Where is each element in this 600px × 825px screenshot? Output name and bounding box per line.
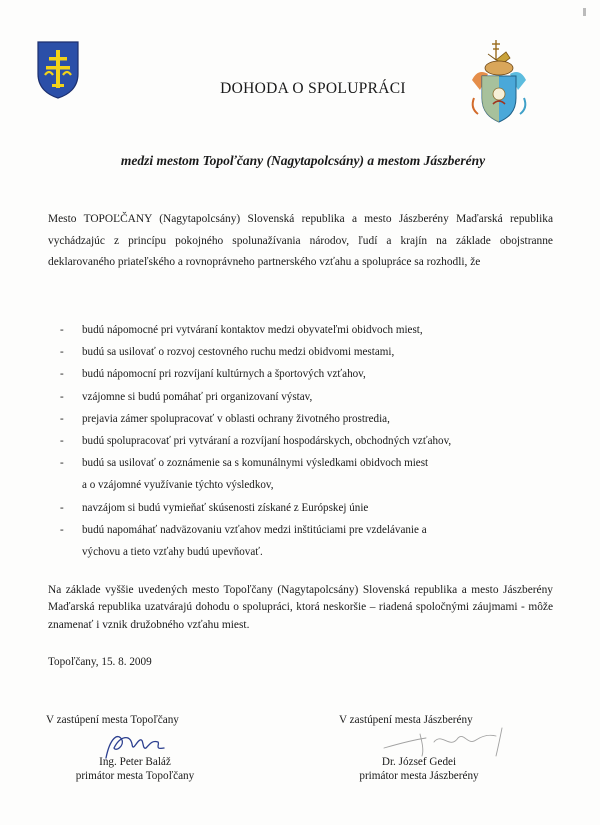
right-signatory-block <box>334 756 504 784</box>
right-handwritten-signature <box>378 724 518 760</box>
left-signatory-role: primátor mesta Topoľčany <box>75 769 195 782</box>
list-dash: - <box>60 457 64 470</box>
scan-edge-mark <box>583 8 586 16</box>
right-signatory-label: V zastúpení mesta Jászberény <box>339 714 473 726</box>
list-item-text: budú nápomocné pri vytváraní kontaktov medzi obyvateľmi obidvoch miest, <box>82 324 423 336</box>
list-item-text: budú sa usilovať o zoznámenie sa s komunálnymi výsledkami obidvoch miest <box>82 457 429 470</box>
list-item-text: budú nápomocní pri rozvíjaní kultúrnych a športových vzťahov, <box>82 368 366 381</box>
intro-paragraph: Mesto TOPOĽČANY (Nagytapolcsány) Slovenská republika a mesto Jászberény Maďarská republika vychádzajúc z princípu pokojného spolunažívania národov, ľudí a krajín na základe obojstranne deklarovaného priateľského a rovnoprávneho partnerského vzťahu a spolupráce sa rozhodli, že <box>48 213 553 269</box>
right-signatory-role: primátor mesta Jászberény <box>359 769 479 782</box>
list-item <box>60 452 555 496</box>
list-dash: - <box>60 412 64 425</box>
list-dash: - <box>60 523 64 536</box>
place-date: Topoľčany, 15. 8. 2009 <box>48 656 152 668</box>
left-signatory-block <box>40 756 230 784</box>
list-item <box>60 430 555 452</box>
list-item-text: vzájomne si budú pomáhať pri organizovaní výstav, <box>82 390 313 403</box>
left-signatory-label: V zastúpení mesta Topoľčany <box>46 714 179 726</box>
list-dash: - <box>60 435 64 448</box>
list-item <box>60 363 555 385</box>
list-dash: - <box>60 346 64 359</box>
list-item-continuation: výchovu a tieto vzťahy budú upevňovať. <box>82 546 263 559</box>
list-item-text: budú napomáhať nadväzovaniu vzťahov medzi inštitúciami pre vzdelávanie a <box>82 523 427 536</box>
list-dash: - <box>60 368 64 381</box>
commitments-list <box>60 319 555 563</box>
list-dash: - <box>60 501 64 514</box>
list-item-text: budú spolupracovať pri vytváraní a rozvíjaní hospodárskych, obchodných vzťahov, <box>82 435 452 448</box>
list-item <box>60 341 555 363</box>
list-item-text: navzájom si budú vymieňať skúsenosti získané z Európskej únie <box>82 501 369 514</box>
list-item-text: prejavia zámer spolupracovať v oblasti ochrany životného prostredia, <box>82 412 390 425</box>
list-item <box>60 519 555 563</box>
closing-paragraph: Na základe vyššie uvedených mesto Topoľčany (Nagytapolcsány) Slovenská republika a mesto Jászberény Maďarská republika uzatvárajú dohodu o spolupráci, ktorá neskoršie – riadená spoločnými záujmami - môže znamenať i vznik družobného vzťahu miest. <box>48 584 553 631</box>
document-title: DOHODA O SPOLUPRÁCI <box>220 80 406 97</box>
list-item-continuation: a o vzájomné využívanie týchto výsledkov, <box>82 479 274 492</box>
list-dash: - <box>60 390 64 403</box>
list-item-text: budú sa usilovať o rozvoj cestovného ruchu medzi obidvomi mestami, <box>82 346 395 359</box>
list-item <box>60 386 555 408</box>
right-signatory-name: Dr. József Gedei <box>381 756 457 768</box>
list-item <box>60 408 555 430</box>
document-subtitle: medzi mestom Topoľčany (Nagytapolcsány) a mestom Jászberény <box>120 153 486 168</box>
list-dash: - <box>60 324 64 336</box>
list-item <box>60 497 555 519</box>
left-signatory-name: Ing. Peter Baláž <box>99 756 171 768</box>
list-item <box>60 319 555 341</box>
